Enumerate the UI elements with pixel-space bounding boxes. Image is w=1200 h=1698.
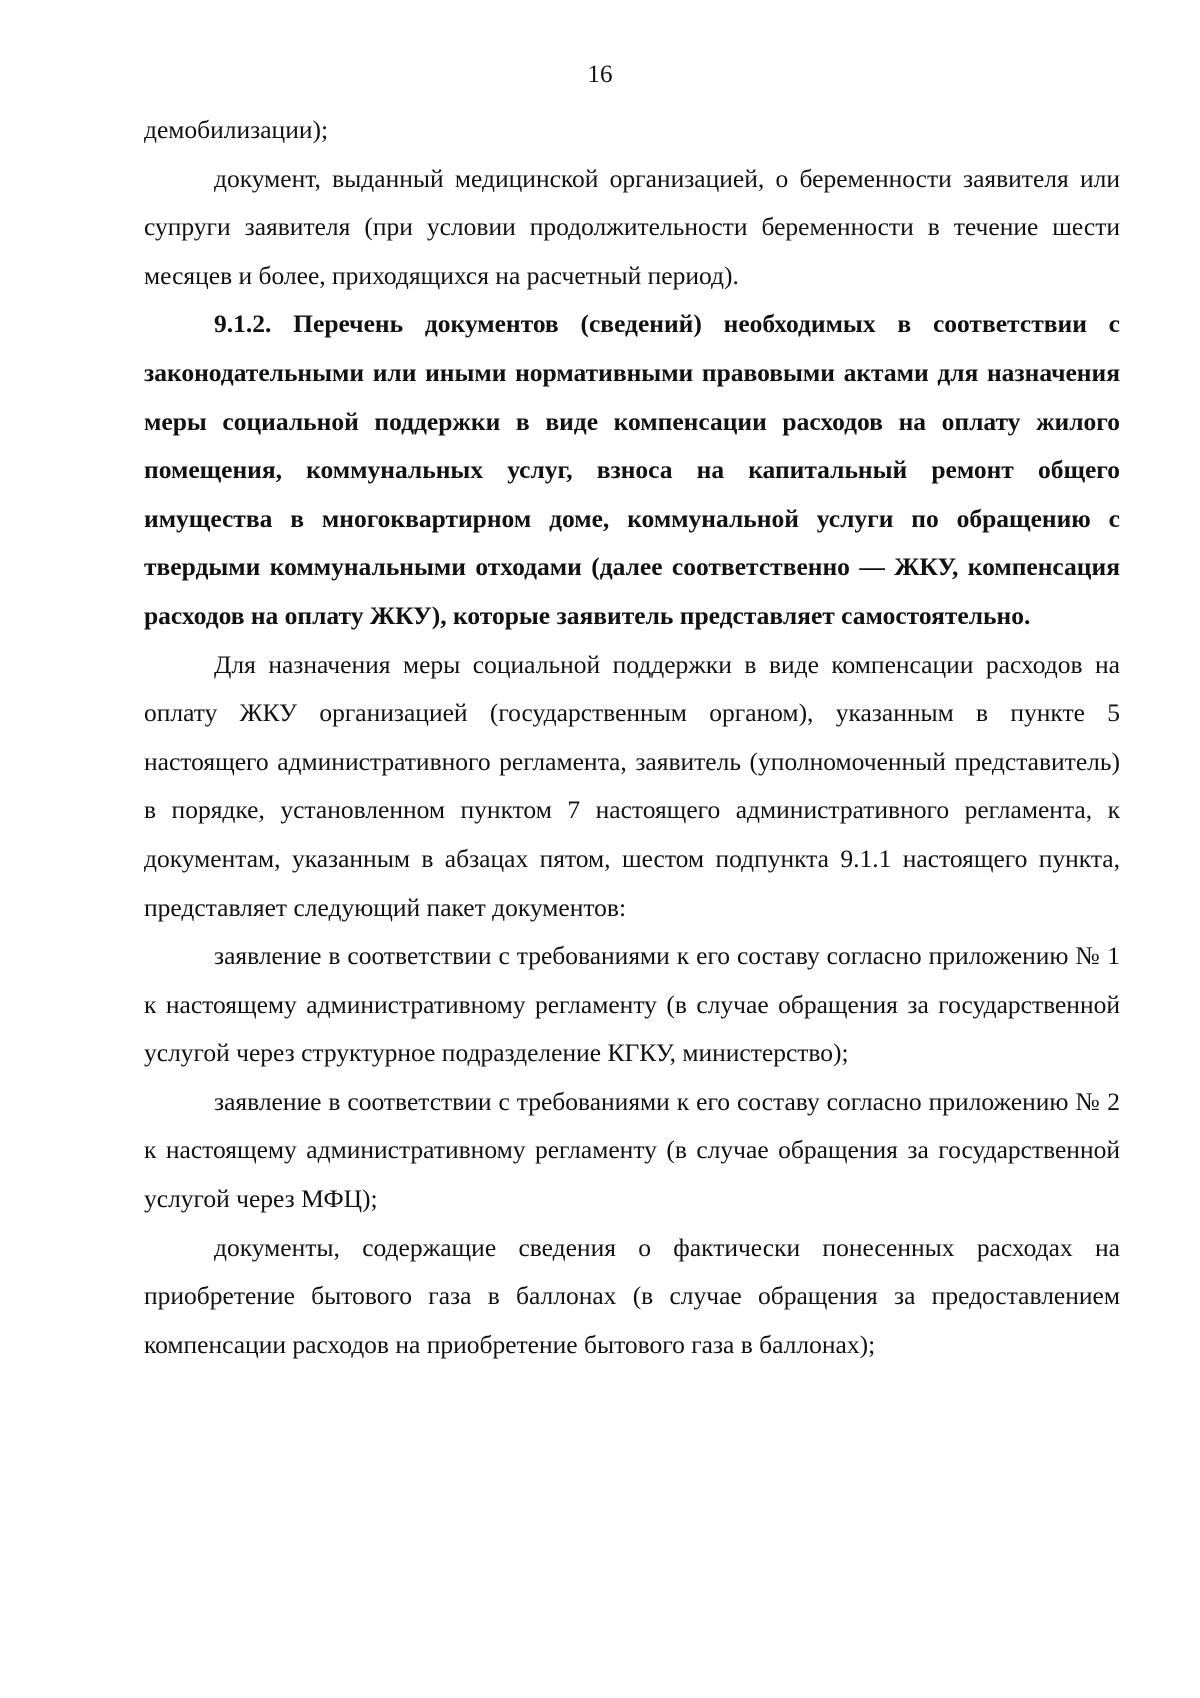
paragraph-gas-expense-documents: документы, содержащие сведения о фактически понесенных расходах на приобретение бытового газа в баллонах (в случае обращения за предоставлением компенсации расходов на приобретение бытового газа в баллонах);	[144, 1232, 1120, 1359]
paragraph-application-appendix-1: заявление в соответствии с требованиями к его составу согласно приложению № 1 к настоящему административному регламенту (в случае обращения за государственной услугой через структурное подразделение КГКУ, министерство);	[144, 941, 1120, 1068]
paragraph-demobilization-end: демобилизации);	[144, 115, 329, 144]
section-heading-9-1-2: 9.1.2. Перечень документов (сведений) необходимых в соответствии с законодательными или иными нормативными правовыми актами для назначения меры социальной поддержки в виде компенсации расходов на оплату жилого помещения, коммунальных услуг, взноса на капитальный ремонт общего имущества в многоквартирном доме, коммунальной услуги по обращению с твердыми коммунальными отходами (далее соответственно — ЖКУ, компенсация расходов на оплату ЖКУ), которые заявитель представляет самостоятельно.	[144, 309, 1120, 630]
paragraph-documents-package: Для назначения меры социальной поддержки в виде компенсации расходов на оплату ЖКУ организацией (государственным органом), указанным в пункте 5 настоящего административного регламента, заявитель (уполномоченный представитель) в порядке, установленном пунктом 7 настоящего административного регламента, к документам, указанным в абзацах пятом, шестом подпункта 9.1.1 настоящего пункта, представляет следующий пакет документов:	[144, 649, 1120, 922]
paragraph-pregnancy-document: документ, выданный медицинской организацией, о беременности заявителя или супруги заявителя (при условии продолжительности беременности в течение шести месяцев и более, приходящихся на расчетный период).	[144, 163, 1120, 290]
page-number: 16	[587, 61, 613, 88]
paragraph-application-appendix-2: заявление в соответствии с требованиями к его составу согласно приложению № 2 к настоящему административному регламенту (в случае обращения за государственной услугой через МФЦ);	[144, 1086, 1120, 1214]
document-body	[144, 106, 1120, 1369]
